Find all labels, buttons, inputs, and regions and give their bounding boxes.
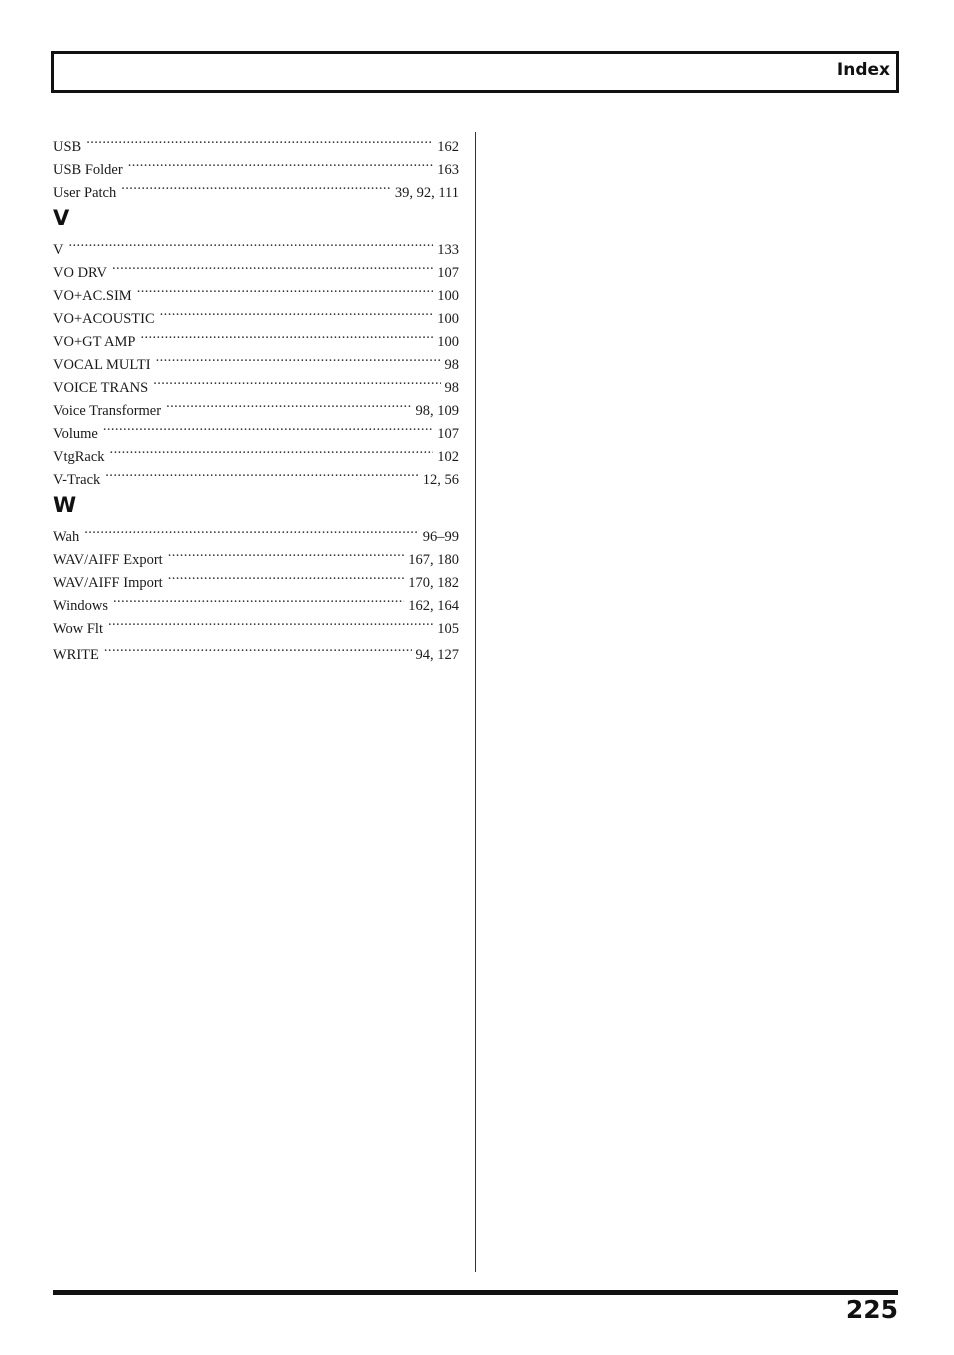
index-pages: 98 [444, 357, 459, 373]
index-pages: 96–99 [422, 529, 459, 545]
index-pages: 163 [437, 162, 459, 178]
dot-leader [112, 254, 433, 277]
index-pages: 162, 164 [408, 598, 459, 614]
index-pages: 100 [437, 334, 459, 350]
index-pages: 162 [437, 139, 459, 155]
index-term: Volume [53, 426, 98, 442]
index-term: WAV/AIFF Import [53, 575, 163, 591]
dot-leader [110, 438, 434, 461]
column-divider [475, 132, 476, 1272]
index-pages: 170, 182 [408, 575, 459, 591]
dot-leader [104, 636, 412, 659]
index-pages: 98, 109 [415, 403, 459, 419]
dot-leader [84, 518, 419, 541]
dot-leader [108, 610, 433, 633]
dot-leader [86, 128, 433, 151]
index-entry [53, 610, 459, 637]
page-number: 225 [845, 1295, 898, 1324]
dot-leader [160, 300, 434, 323]
index-term: VO+ACOUSTIC [53, 311, 155, 327]
index-entry [53, 128, 459, 155]
index-term: USB Folder [53, 162, 123, 178]
index-column [53, 128, 459, 663]
index-pages: 107 [437, 426, 459, 442]
dot-leader [103, 415, 433, 438]
index-term: VOICE TRANS [53, 380, 149, 396]
index-entry [53, 461, 459, 488]
section-letter-v: V [53, 206, 70, 230]
index-entry [53, 518, 459, 545]
index-pages: 100 [437, 288, 459, 304]
index-pages: 12, 56 [422, 472, 459, 488]
index-term: V-Track [53, 472, 101, 488]
index-term: VO+AC.SIM [53, 288, 132, 304]
index-pages: 39, 92, 111 [394, 185, 459, 201]
page-section-title: Index [836, 60, 890, 80]
index-term: V [53, 242, 64, 258]
index-entry [53, 438, 459, 465]
index-pages: 100 [437, 311, 459, 327]
dot-leader [140, 323, 433, 346]
index-term: USB [53, 139, 82, 155]
index-term: VO+GT AMP [53, 334, 136, 350]
dot-leader [128, 151, 434, 174]
index-pages: 102 [437, 449, 459, 465]
index-term: VtgRack [53, 449, 105, 465]
index-pages: 167, 180 [408, 552, 459, 568]
dot-leader [168, 564, 405, 587]
dot-leader [113, 587, 404, 610]
section-letter-w: W [53, 493, 77, 517]
index-entry [53, 587, 459, 614]
index-entry [53, 151, 459, 178]
index-term: WAV/AIFF Export [53, 552, 163, 568]
index-pages: 133 [437, 242, 459, 258]
index-entry [53, 254, 459, 281]
index-term: VOCAL MULTI [53, 357, 151, 373]
dot-leader [137, 277, 434, 300]
index-pages: 94, 127 [415, 647, 459, 663]
index-term: Wow Flt [53, 621, 103, 637]
dot-leader [168, 541, 405, 564]
index-pages: 107 [437, 265, 459, 281]
index-pages: 105 [437, 621, 459, 637]
index-entry [53, 231, 459, 258]
index-term: Voice Transformer [53, 403, 162, 419]
index-term: VO DRV [53, 265, 108, 281]
index-entry [53, 636, 459, 663]
footer-rule [53, 1290, 898, 1295]
index-term: User Patch [53, 185, 117, 201]
header-box [51, 51, 899, 93]
dot-leader [105, 461, 418, 484]
dot-leader [153, 369, 440, 392]
dot-leader [166, 392, 411, 415]
dot-leader [68, 231, 433, 254]
index-term: Wah [53, 529, 80, 545]
index-entry [53, 415, 459, 442]
index-term: WRITE [53, 647, 99, 663]
dot-leader [156, 346, 441, 369]
index-term: Windows [53, 598, 108, 614]
index-pages: 98 [444, 380, 459, 396]
dot-leader [121, 174, 391, 197]
index-entry [53, 541, 459, 568]
index-entry [53, 277, 459, 304]
